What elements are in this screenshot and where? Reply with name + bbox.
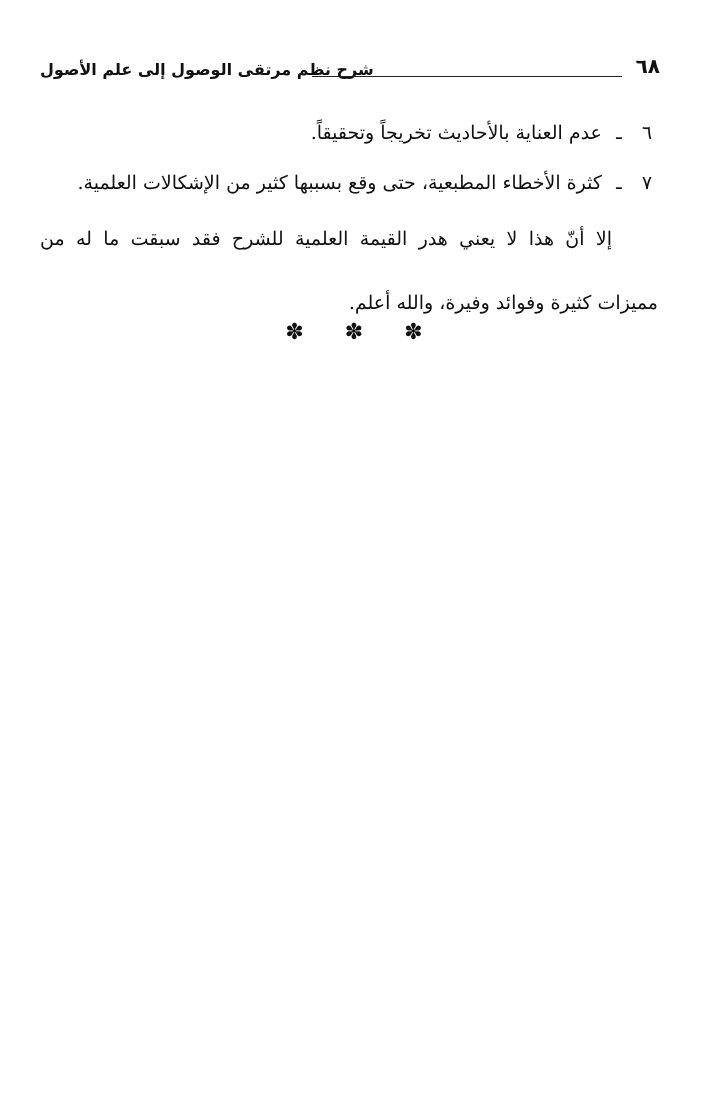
list-item-text: كثرة الأخطاء المطبعية، حتى وقع بسببها كثير من الإشكالات العلمية.	[77, 172, 602, 194]
list-item-text: عدم العناية بالأحاديث تخريجاً وتحقيقاً.	[310, 122, 602, 144]
flower-ornament-icon: ✽	[404, 320, 423, 345]
list-item-dash: ـ	[616, 122, 622, 144]
flower-ornament-icon: ✽	[285, 320, 304, 345]
paragraph-line: مميزات كثيرة وفوائد وفيرة، والله أعلم.	[348, 292, 658, 314]
list-item-dash: ـ	[616, 172, 622, 194]
flower-ornament-icon: ✽	[344, 320, 364, 345]
running-header	[40, 54, 662, 88]
section-divider-ornaments	[0, 320, 708, 345]
list-item	[40, 172, 658, 194]
header-rule	[312, 76, 622, 77]
list-item-number: ٦	[641, 122, 653, 144]
running-title: شرح نظم مرتقى الوصول إلى علم الأصول	[40, 60, 374, 79]
page-number: ٦٨	[635, 54, 660, 78]
paragraph-line: إلا أنّ هذا لا يعني هدر القيمة العلمية للشرح فقد سبقت ما له من	[40, 228, 612, 250]
list-item	[40, 122, 658, 144]
list-item-number: ٧	[641, 172, 653, 194]
